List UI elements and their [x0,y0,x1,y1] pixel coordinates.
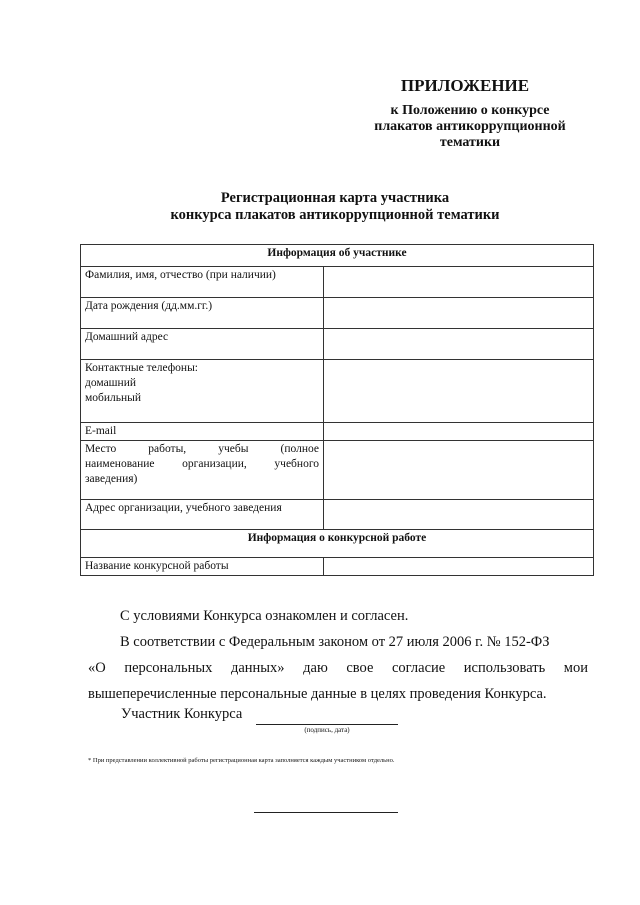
heading-line-1: Регистрационная карта участника [220,190,450,206]
label-email: E-mail [81,423,324,441]
heading-line-2: конкурса плакатов антикоррупционной тематики [170,207,500,223]
label-phone-home: домашний [85,377,137,389]
appendix-line-1: к Положению о конкурсе [390,103,550,118]
section-participant-info: Информация об участнике [81,245,594,267]
consent-paragraph-2-line-3: вышеперечисленные персональные данные в целях проведения Конкурса. [88,686,547,702]
signature-line[interactable] [256,724,398,725]
consent-paragraph-2-line-2: «О персональных данных» даю свое согласие использовать мои [88,660,588,676]
appendix-title: ПРИЛОЖЕНИЕ [400,76,530,95]
bottom-divider [254,812,398,813]
field-work-title[interactable] [324,558,594,576]
label-work [81,441,324,500]
signature-label: Участник Конкурса [121,706,243,722]
label-fio: Фамилия, имя, отчество (при наличии) [81,267,324,298]
registration-table [80,244,594,576]
document-heading [110,190,560,224]
consent-paragraph-2-line-1: В соответствии с Федеральным законом от 27 июля 2006 г. № 152-ФЗ [120,634,550,650]
label-org-address: Адрес организации, учебного заведения [81,500,324,530]
section-work-info: Информация о конкурсной работе [81,530,594,558]
appendix-subtitle [330,103,610,151]
field-fio[interactable] [324,267,594,298]
appendix-line-2: плакатов антикоррупционной [374,119,566,134]
appendix-block [330,76,610,151]
field-address[interactable] [324,329,594,360]
label-phones-title: Контактные телефоны: [85,362,198,374]
field-phones[interactable] [324,360,594,423]
field-org-address[interactable] [324,500,594,530]
appendix-line-3: тематики [439,135,501,150]
label-phone-mobile: мобильный [85,392,142,404]
signature-caption: (подпись, дата) [304,726,350,734]
field-email[interactable] [324,423,594,441]
label-work-line-1: Место работы, учебы (полное [85,443,319,455]
label-phones [81,360,324,423]
label-dob: Дата рождения (дд.мм.гг.) [81,298,324,329]
field-dob[interactable] [324,298,594,329]
label-address: Домашний адрес [81,329,324,360]
consent-text [88,603,588,707]
label-work-line-2: наименование организации, учебного [85,458,319,470]
field-work[interactable] [324,441,594,500]
consent-paragraph-1: С условиями Конкурса ознакомлен и согласен. [120,608,409,624]
label-work-line-3: заведения) [85,473,138,485]
label-work-title: Название конкурсной работы [81,558,324,576]
footnote: * При представлении коллективной работы регистрационная карта заполняется каждым участником отдельно. [88,757,395,764]
